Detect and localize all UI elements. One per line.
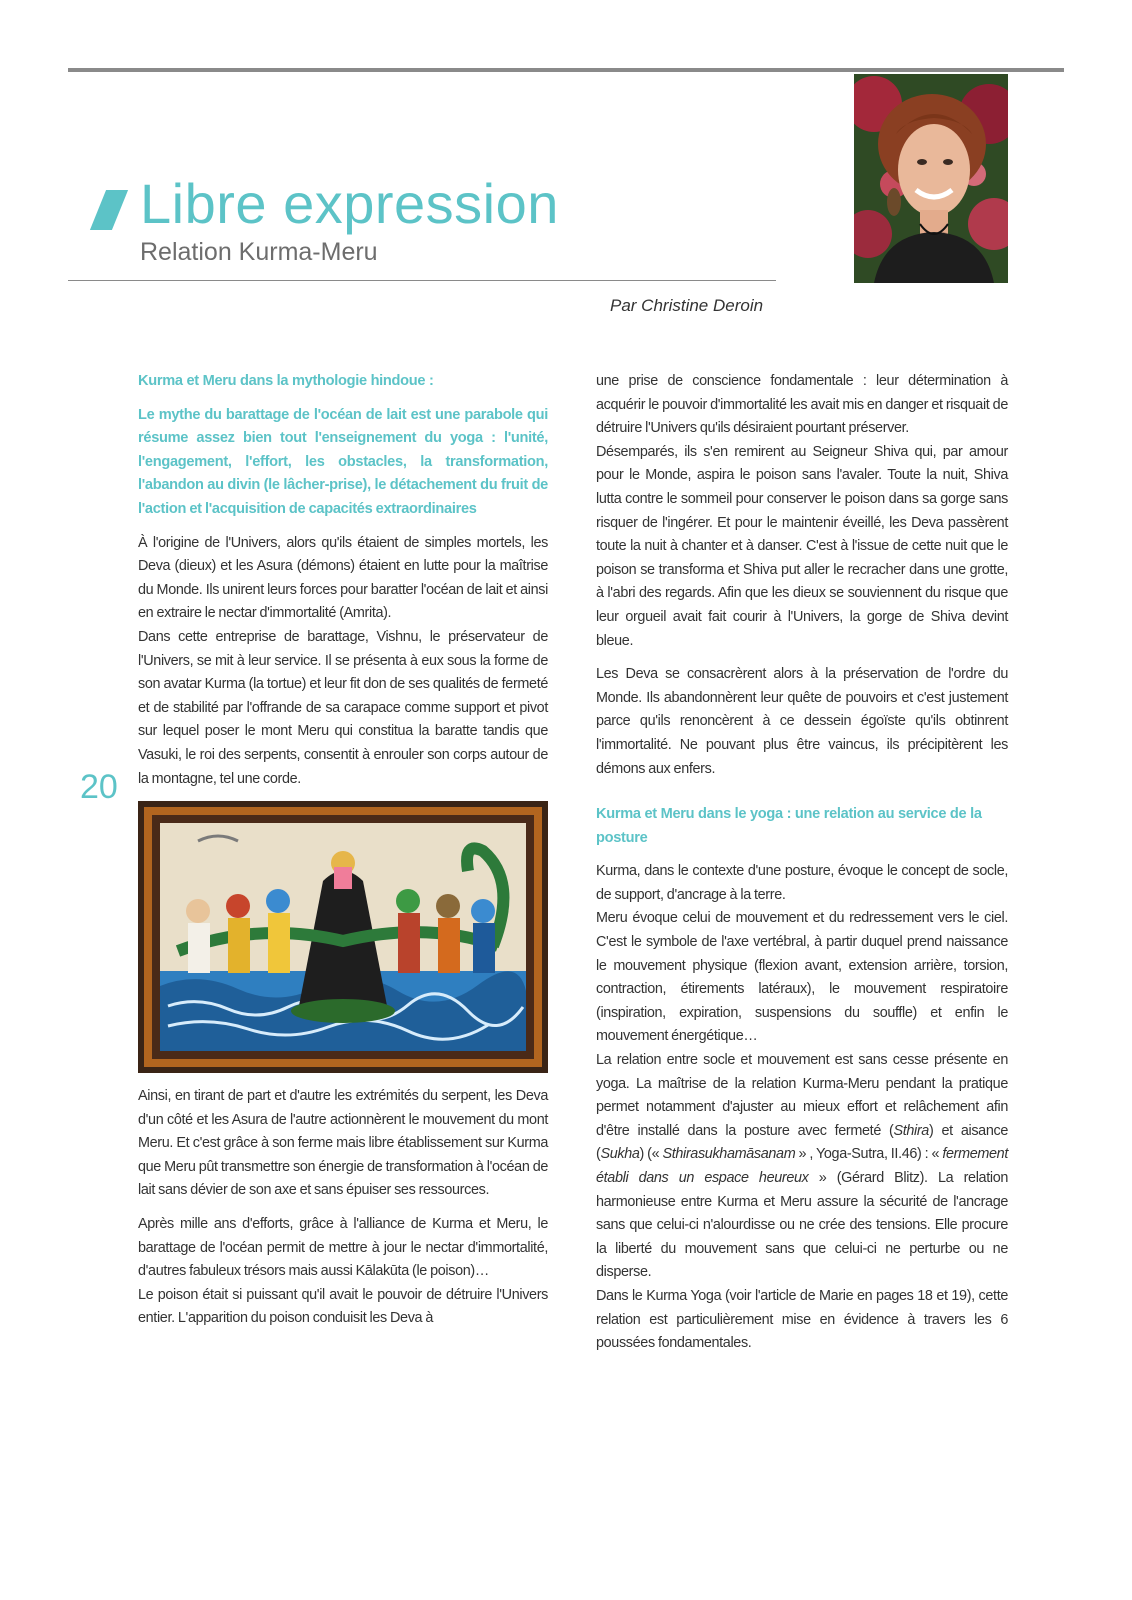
section-heading-yoga: Kurma et Meru dans le yoga : une relation au service de la posture [596,806,982,846]
paragraph: Dans cette entreprise de barattage, Vishnu, le préservateur de l'Univers, se mit à leur service. Il se présenta à eux sous la forme de son avatar Kurma (la tortue) et leur fit don de ses qualités de fermeté et de stabilité par l'offrande de sa carapace comme support et pivot sur lequel poser le mont Meru qui constitua la baratte tandis que Vasuki, le roi des serpents, consentit à enrouler son corps autour de la montagne, tel une corde. [138,628,548,787]
quote: fermement établi dans un espace heureux [596,1146,1008,1186]
paragraph: Les Deva se consacrèrent alors à la préservation de l'ordre du Monde. Ils abandonnèrent leur quête de pouvoirs et c'est justement parce qu'ils renoncèrent à ce dessein égoïste qu'ils obtinrent l'immortalité. Ne pouvant plus être vaincus, ils précipitèrent les démons aux enfers. [596,666,1008,777]
lead-paragraph: Le mythe du barattage de l'océan de lait est une parabole qui résume assez bien tout l'enseignement du yoga : l'unité, l'engagement, l'effort, les obstacles, la transformation, l'abandon au divin (le lâcher-prise), le détachement du fruit de l'action et l'acquisition de capacités extraordinaires [138,406,548,517]
author-byline: Par Christine Deroin [610,296,764,315]
text-run: La relation entre socle et mouvement est sans cesse présente en yoga. La maîtrise de la relation Kurma-Meru pendant la pratique permet notamment d'ajuster au mieux effort et relâchement afin d'être installé dans la posture avec fermeté ( [596,1052,1008,1139]
paragraph: Dans le Kurma Yoga (voir l'article de Marie en pages 18 et 19), cette relation est particulièrement mise en évidence à travers les 6 poussées fondamentales. [596,1287,1008,1352]
text-run: » (Gérard Blitz). La relation harmonieuse entre Kurma et Meru assure la sécurité de l'ancrage sans que celui-ci n'alourdisse ou ne crée des tensions. Elle procure la liberté du mouvement sans que celui-ci ne perturbe ou ne disperse. [596,1170,1008,1281]
slash-logo-icon [90,190,128,230]
title-rule [68,280,776,281]
top-rule [68,68,1064,72]
section-heading-mythology: Kurma et Meru dans la mythologie hindoue : [138,373,434,389]
term-sukha: Sukha [600,1146,640,1163]
paragraph: Meru évoque celui de mouvement et du redressement vers le ciel. C'est le symbole de l'axe vertébral, à partir duquel prend naissance le mouvement physique (flexion avant, extension arrière, torsion, contraction, étirements latéraux), le mouvement respiratoire (inspiration, expiration, suspensions du souffle) et enfin le mouvement énergétique… [596,910,1008,1045]
term-sthira: Sthira [893,1122,929,1139]
paragraph: une prise de conscience fondamentale : leur détermination à acquérir le pouvoir d'immortalité les avait mis en danger et risquait de détruire l'Univers qu'ils désiraient pourtant préserver. [596,373,1008,437]
text-run: » , Yoga-Sutra, II.46) : « [795,1146,943,1163]
author-photo [854,74,1008,283]
paragraph: Désemparés, ils s'en remirent au Seigneur Shiva qui, par amour pour le Monde, aspira le poison sans l'avaler. Toute la nuit, Shiva lutta contre le sommeil pour conserver le poison dans sa gorge sans risquer de l'ingérer. Et pour le maintenir éveillé, les Deva passèrent toute la nuit à chanter et à danser. C'est à l'issue de cette nuit que le poison se transforma et Shiva put aller le recracher dans une grotte, à l'abri des regards. Afin que les dieux se souviennent du risque que leur orgueil avait fait courir à l'Univers, la gorge de Shiva devint bleue. [596,443,1008,649]
text-run: ) (« [639,1146,663,1163]
text-run: ) et aisance ( [596,1122,1008,1163]
right-column [596,370,1008,1356]
churning-painting [138,801,548,1073]
paragraph: Le poison était si puissant qu'il avait le pouvoir de détruire l'Univers entier. L'apparition du poison conduisit les Deva à [138,1286,548,1327]
paragraph: Ainsi, en tirant de part et d'autre les extrémités du serpent, les Deva d'un côté et les Asura de l'autre actionnèrent le mouvement du mont Meru. Et c'est grâce à son ferme mais libre établissement sur Kurma que Meru pût transmettre son énergie de transformation à l'océan de lait sans dévier de son axe et sans épuiser ses ressources. [138,1088,548,1199]
paragraph-with-quotes [596,1049,1008,1285]
page-number: 20 [80,768,118,806]
page-title: Libre expression [140,172,559,235]
left-column [138,370,548,1331]
paragraph: Après mille ans d'efforts, grâce à l'alliance de Kurma et Meru, le barattage de l'océan permit de mettre à jour le nectar d'immortalité, d'autres fabuleux trésors mais aussi Kālakūta (le poison)… [138,1216,548,1280]
paragraph: Kurma, dans le contexte d'une posture, évoque le concept de socle, de support, d'ancrage à la terre. [596,863,1008,903]
paragraph: À l'origine de l'Univers, alors qu'ils étaient de simples mortels, les Deva (dieux) et les Asura (démons) étaient en lutte pour la maîtrise du Monde. Ils unirent leurs forces pour baratter l'océan de lait et ainsi en extraire le nectar d'immortalité (Amrita). [138,534,548,622]
page-subtitle: Relation Kurma-Meru [140,238,378,266]
term-sutra: Sthirasukhamāsanam [662,1146,796,1163]
